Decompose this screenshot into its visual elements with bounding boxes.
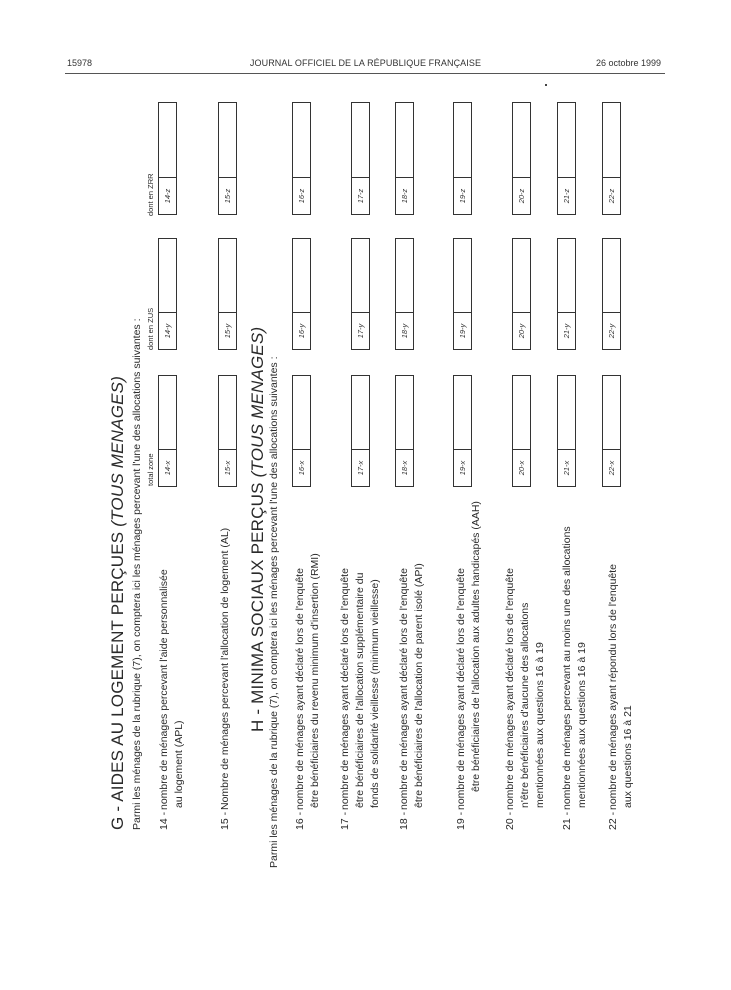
question-text: nombre de ménages ayant déclaré lors de l'enquête <box>504 568 516 810</box>
question-19 <box>454 501 484 830</box>
input-box-16-x[interactable] <box>292 375 311 487</box>
question-text: être bénéficiaires de l'allocation aux adultes handicapés (AAH) <box>470 501 482 792</box>
question-text: nombre de ménages ayant déclaré lors de l'enquête <box>398 568 410 810</box>
input-box-14-y[interactable] <box>158 238 177 350</box>
question-text: fonds de solidarité vieillesse (minimum vieillesse) <box>369 579 381 808</box>
box-label: 14-x <box>159 449 176 486</box>
input-box-20-y[interactable] <box>512 238 531 350</box>
section-g-intro: Parmi les ménages de la rubrique (7), on comptera ici les ménages percevant l'une des allocations suivantes : <box>131 318 143 830</box>
question-text: nombre de ménages ayant déclaré lors de l'enquête <box>339 568 351 810</box>
question-text: être bénéficiaires de l'allocation supplémentaire du <box>354 572 366 808</box>
input-box-15-x[interactable] <box>218 375 237 487</box>
question-text: nombre de ménages ayant répondu lors de l'enquête <box>607 563 619 810</box>
input-box-19-z[interactable] <box>453 102 472 215</box>
box-label: 18-x <box>396 449 413 486</box>
question-text: nombre de ménages percevant au moins une des allocations <box>561 526 573 810</box>
input-box-16-z[interactable] <box>292 102 311 215</box>
journal-title: JOURNAL OFFICIEL DE LA RÉPUBLIQUE FRANÇAISE <box>249 58 482 68</box>
box-label: 17-z <box>352 177 369 214</box>
column-header-total-zone: total zone <box>146 453 155 486</box>
input-box-22-x[interactable] <box>602 375 621 487</box>
box-label: 16-z <box>293 177 310 214</box>
input-box-22-z[interactable] <box>602 102 621 215</box>
question-number: 22 - <box>607 811 619 830</box>
section-g-title-text: G - AIDES AU LOGEMENT PERÇUES <box>108 531 127 830</box>
question-text: Nombre de ménages percevant l'allocation de logement (AL) <box>219 527 231 810</box>
question-14 <box>157 569 187 830</box>
input-box-15-z[interactable] <box>218 102 237 215</box>
box-label: 21-x <box>558 449 575 486</box>
input-box-19-y[interactable] <box>453 238 472 350</box>
input-box-20-x[interactable] <box>512 375 531 487</box>
question-number: 18 - <box>398 811 410 830</box>
input-box-18-x[interactable] <box>395 375 414 487</box>
box-label: 20-y <box>513 312 530 349</box>
question-text: n'être bénéficiaires d'aucune des allocations <box>519 602 531 808</box>
input-box-17-x[interactable] <box>351 375 370 487</box>
question-22 <box>606 564 636 830</box>
box-label: 18-y <box>396 312 413 349</box>
input-box-18-y[interactable] <box>395 238 414 350</box>
box-label: 20-z <box>513 177 530 214</box>
input-box-19-x[interactable] <box>453 375 472 487</box>
input-box-20-z[interactable] <box>512 102 531 215</box>
question-number: 17 - <box>339 811 351 830</box>
question-17 <box>338 568 383 830</box>
input-box-22-y[interactable] <box>602 238 621 350</box>
input-box-17-y[interactable] <box>351 238 370 350</box>
question-number: 14 - <box>158 811 170 830</box>
question-text: être bénéficiaires du revenu minimum d'insertion (RMI) <box>309 553 321 808</box>
question-text: nombre de ménages percevant l'aide personnalisée <box>158 569 170 810</box>
input-box-14-z[interactable] <box>158 102 177 215</box>
section-h-intro: Parmi les ménages de la rubrique (7), on comptera ici les ménages percevant l'une des allocations suivantes : <box>268 356 280 868</box>
box-label: 22-y <box>603 312 620 349</box>
box-label: 22-x <box>603 449 620 486</box>
question-16 <box>293 553 323 830</box>
box-label: 22-z <box>603 177 620 214</box>
box-label: 14-y <box>159 312 176 349</box>
box-label: 17-x <box>352 449 369 486</box>
question-20 <box>503 568 548 830</box>
box-label: 15-y <box>219 312 236 349</box>
input-box-21-z[interactable] <box>557 102 576 215</box>
question-15 <box>218 528 233 830</box>
box-label: 14-z <box>159 177 176 214</box>
question-18 <box>397 563 427 830</box>
question-number: 15 - <box>219 811 231 830</box>
input-box-21-y[interactable] <box>557 238 576 350</box>
box-label: 16-x <box>293 449 310 486</box>
question-number: 16 - <box>294 811 306 830</box>
question-text: au logement (APL) <box>173 720 185 808</box>
question-text: être bénéficiaires de l'allocation de parent isolé (API) <box>413 563 425 808</box>
column-header-zrr: dont en ZRR <box>146 173 155 216</box>
input-box-18-z[interactable] <box>395 102 414 215</box>
input-box-16-y[interactable] <box>292 238 311 350</box>
section-h-title <box>248 327 268 732</box>
question-text: nombre de ménages ayant déclaré lors de l'enquête <box>455 568 467 810</box>
box-label: 21-y <box>558 312 575 349</box>
section-h-title-italic: (TOUS MENAGES) <box>248 326 267 478</box>
input-box-17-z[interactable] <box>351 102 370 215</box>
box-label: 15-x <box>219 449 236 486</box>
box-label: 19-x <box>454 449 471 486</box>
question-text: mentionnées aux questions 16 à 19 <box>576 642 588 808</box>
input-box-15-y[interactable] <box>218 238 237 350</box>
question-number: 20 - <box>504 811 516 830</box>
question-text: aux questions 16 à 21 <box>622 705 634 808</box>
input-box-14-x[interactable] <box>158 375 177 487</box>
section-g-title-italic: (TOUS MENAGES) <box>108 375 127 527</box>
section-g-title <box>108 376 128 830</box>
box-label: 17-y <box>352 312 369 349</box>
input-box-21-x[interactable] <box>557 375 576 487</box>
question-text: nombre de ménages ayant déclaré lors de l'enquête <box>294 568 306 810</box>
question-text: mentionnées aux questions 16 à 19 <box>534 642 546 808</box>
publication-date: 26 octobre 1999 <box>595 58 661 68</box>
box-label: 19-z <box>454 177 471 214</box>
question-number: 21 - <box>561 811 573 830</box>
column-header-zus: dont en ZUS <box>146 307 155 350</box>
box-label: 20-x <box>513 449 530 486</box>
question-number: 19 - <box>455 811 467 830</box>
page-number: 15978 <box>67 58 93 68</box>
box-label: 18-z <box>396 177 413 214</box>
box-label: 15-z <box>219 177 236 214</box>
box-label: 21-z <box>558 177 575 214</box>
question-21 <box>560 526 590 830</box>
box-label: 16-y <box>293 312 310 349</box>
section-h-title-text: H - MINIMA SOCIAUX PERÇUS <box>248 482 267 732</box>
box-label: 19-y <box>454 312 471 349</box>
